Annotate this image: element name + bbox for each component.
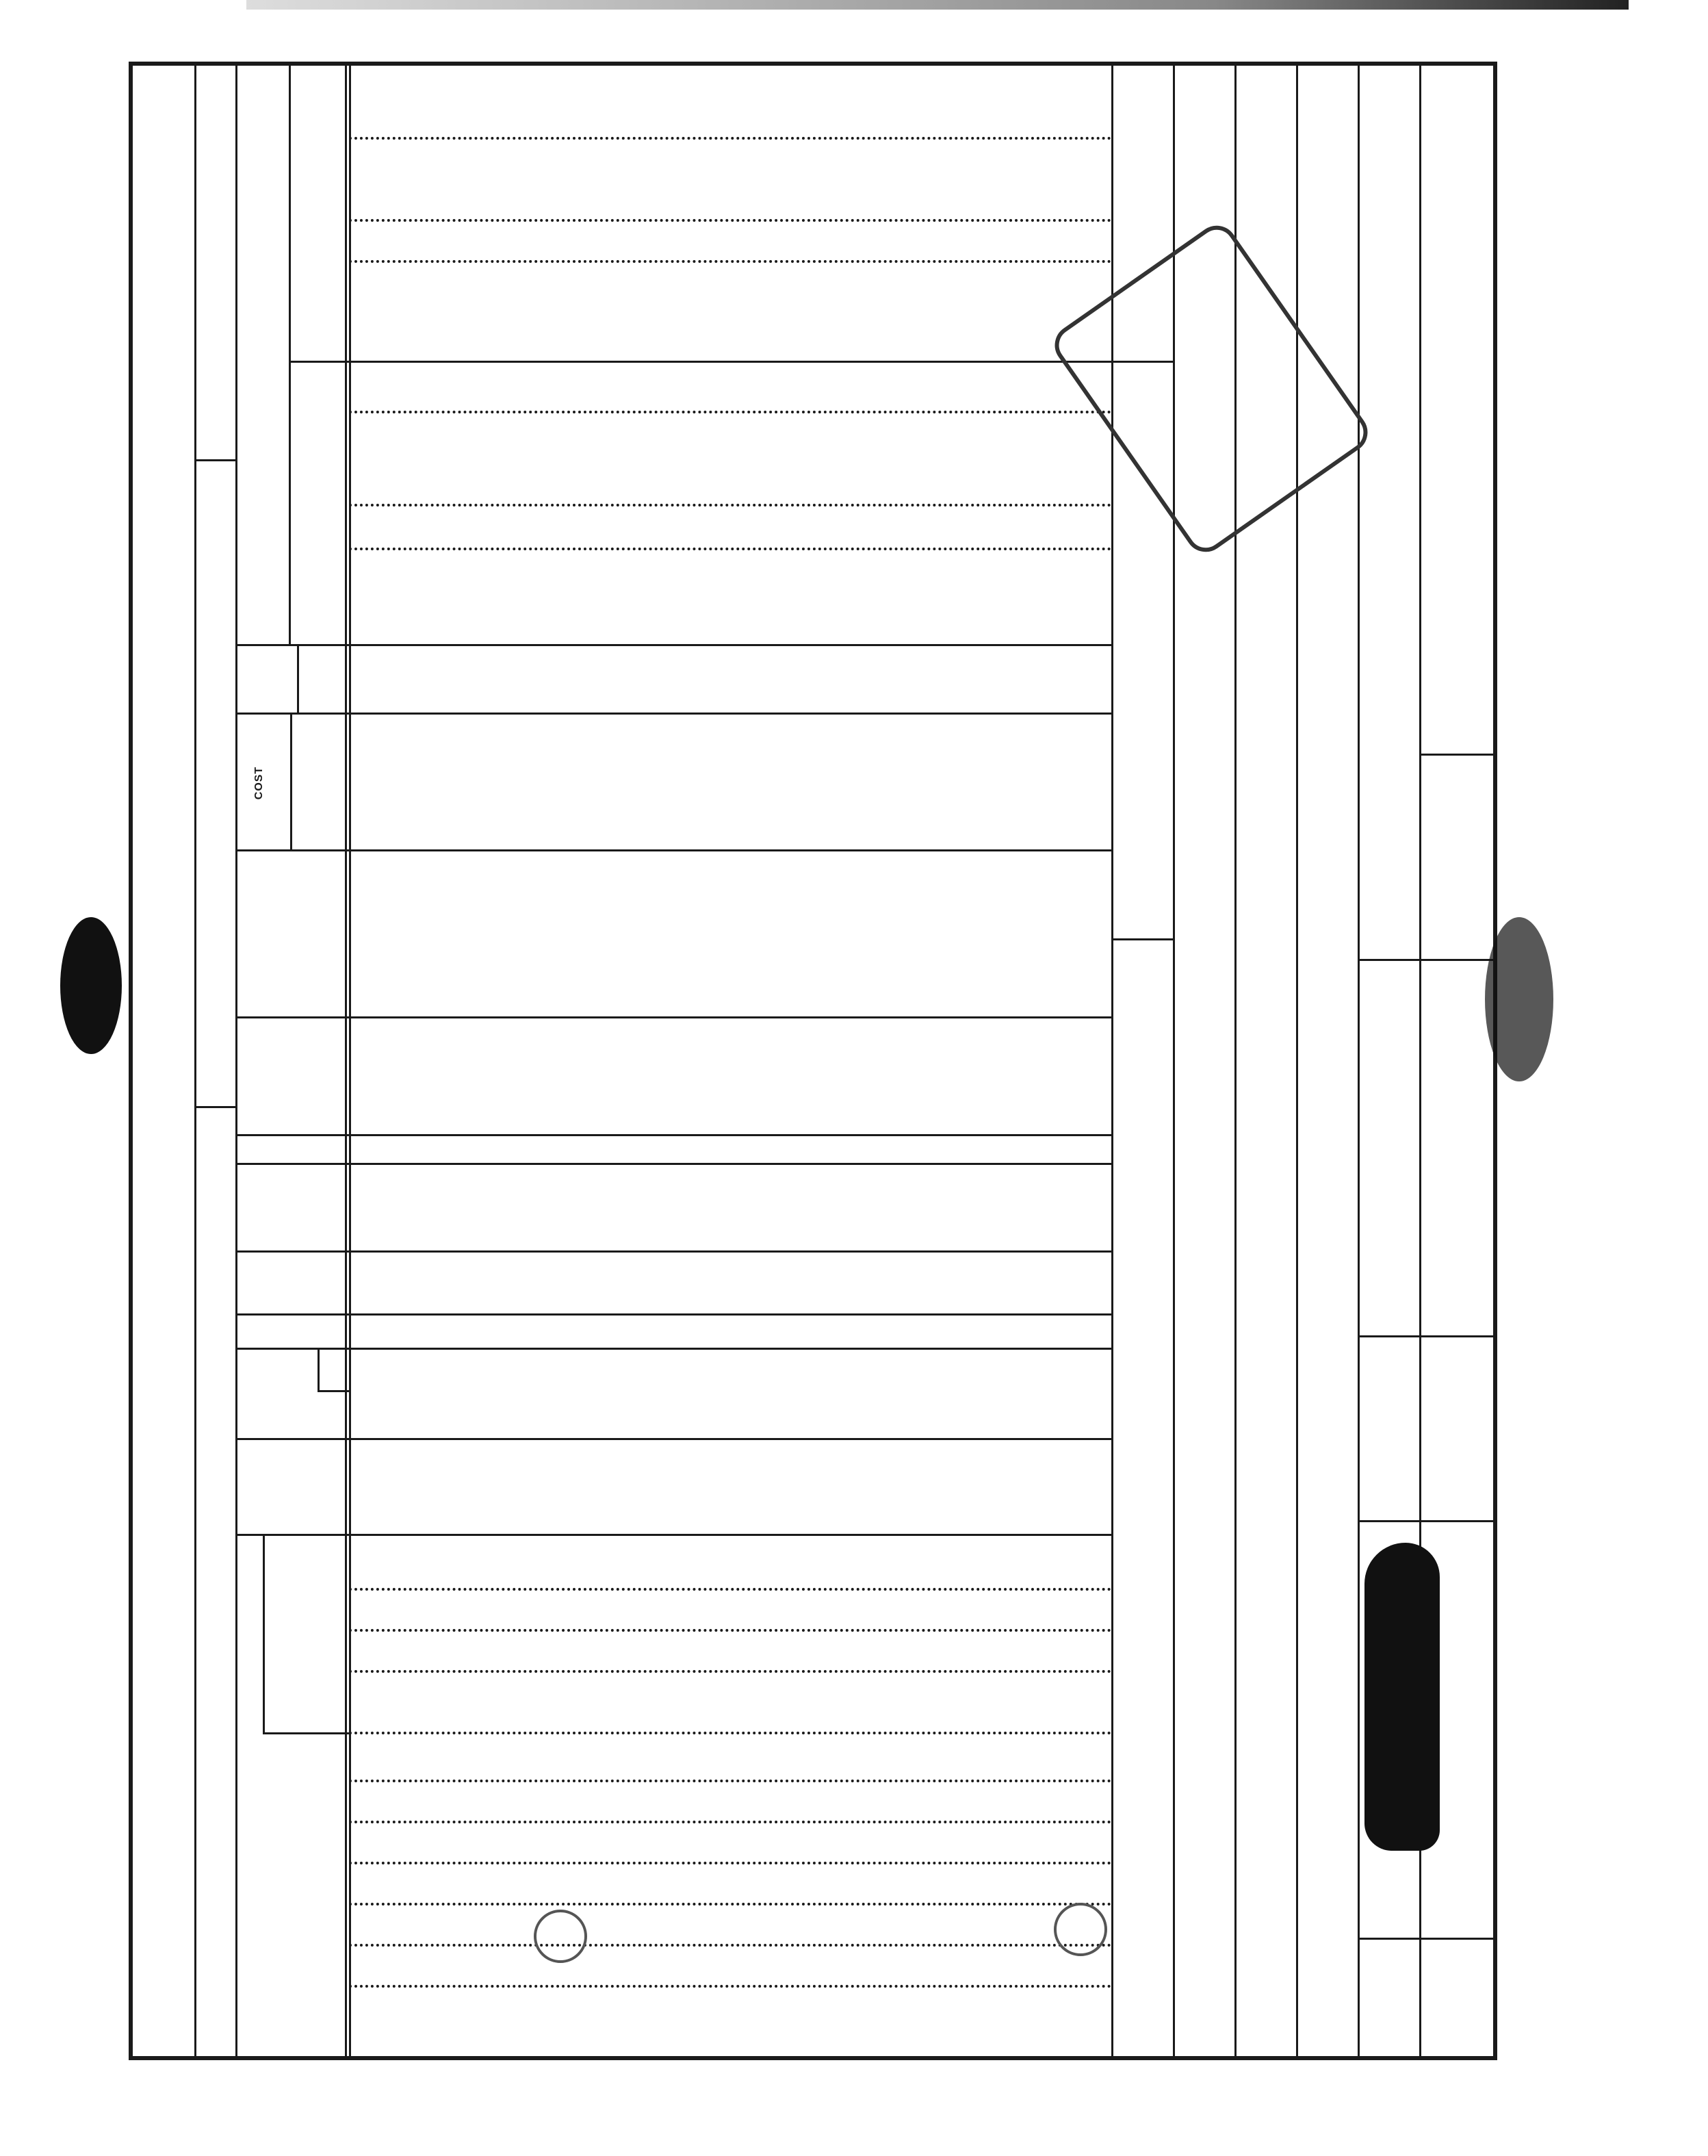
col-cost-acct: COST [253,766,265,800]
ink-blot-small [1485,917,1553,1081]
scan-edge [246,0,1629,10]
received-stamp [1047,218,1375,560]
ink-blot [60,917,122,1054]
punch-hole [1054,1903,1107,1956]
punch-hole [534,1910,587,1963]
redaction-prepared [1364,1543,1440,1851]
posting-voucher-form [129,62,1497,2060]
